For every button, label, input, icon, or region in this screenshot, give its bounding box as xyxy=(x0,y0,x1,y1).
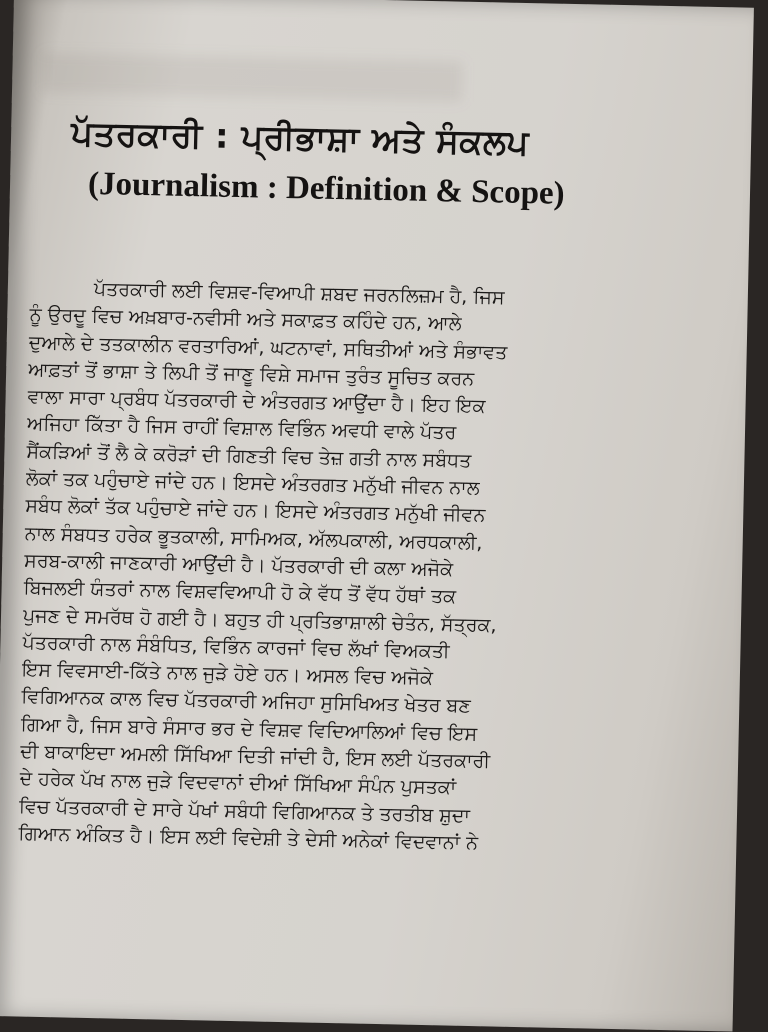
text-line: ਪੱਤਰਕਾਰੀ ਲਈ ਵਿਸ਼ਵ-ਵਿਆਪੀ ਸ਼ਬਦ ਜਰਨਲਿਜ਼ਮ ਹੈ, ਜਿਸ xyxy=(93,277,505,309)
text-line: ਵਿਚ ਪੱਤਰਕਾਰੀ ਦੇ ਸਾਰੇ ਪੱਖਾਂ ਸਬੰਧੀ ਵਿਗਿਆਨਕ ਤੇ ਤਰਤੀਬ ਸ਼ੁਦਾ xyxy=(18,795,471,827)
chapter-title-punjabi: ਪੱਤਰਕਾਰੀ : ਪ੍ਰੀਭਾਸ਼ਾ ਅਤੇ ਸੰਕਲਪ xyxy=(70,113,530,164)
text-line: ਸੈਂਕੜਿਆਂ ਤੋਂ ਲੈ ਕੇ ਕਰੋੜਾਂ ਦੀ ਗਿਣਤੀ ਵਿਚ ਤੇਜ਼ ਗਤੀ ਨਾਲ ਸਬੰਧਤ xyxy=(26,440,472,472)
text-line: ਅਜਿਹਾ ਕਿੱਤਾ ਹੈ ਜਿਸ ਰਾਹੀਂ ਵਿਸ਼ਾਲ ਵਿਭਿੰਨ ਅਵਧੀ ਵਾਲੇ ਪੱਤਰ xyxy=(26,413,457,445)
text-line: ਲੋਕਾਂ ਤਕ ਪਹੁੰਚਾਏ ਜਾਂਦੇ ਹਨ। ਇਸਦੇ ਅੰਤਰਗਤ ਮਨੁੱਖੀ ਜੀਵਨ ਨਾਲ xyxy=(25,467,480,500)
text-line: ਸਰਬ-ਕਾਲੀ ਜਾਣਕਾਰੀ ਆਉਂਦੀ ਹੈ। ਪੱਤਰਕਾਰੀ ਦੀ ਕਲਾ ਅਜੋਕੇ xyxy=(23,549,454,581)
show-through-text xyxy=(42,53,463,102)
text-line: ਆਫ਼ਤਾਂ ਤੋਂ ਭਾਸ਼ਾ ਤੇ ਲਿਪੀ ਤੋਂ ਜਾਣੂ ਵਿਸ਼ੇ ਸਮਾਜ ਤੁਰੰਤ ਸੂਚਿਤ ਕਰਨ xyxy=(27,358,475,390)
text-line: ਵਾਲਾ ਸਾਰਾ ਪ੍ਰਬੰਧ ਪੱਤਰਕਾਰੀ ਦੇ ਅੰਤਰਗਤ ਆਉਂਦਾ ਹੈ। ਇਹ ਇਕ xyxy=(27,385,486,418)
text-line: ਗਿਆਨ ਅੰਕਿਤ ਹੈ। ਇਸ ਲਈ ਵਿਦੇਸ਼ੀ ਤੇ ਦੇਸੀ ਅਨੇਕਾਂ ਵਿਦਵਾਨਾਂ ਨੇ xyxy=(18,822,479,855)
text-line: ਇਸ ਵਿਵਸਾਈ-ਕਿੱਤੇ ਨਾਲ ਜੁੜੇ ਹੋਏ ਹਨ। ਅਸਲ ਵਿਚ ਅਜੋਕੇ xyxy=(21,658,434,690)
body-text xyxy=(18,275,730,863)
text-line: ਦੁਆਲੇ ਦੇ ਤਤਕਾਲੀਨ ਵਰਤਾਰਿਆਂ, ਘਟਨਾਵਾਂ, ਸਥਿਤੀਆਂ ਅਤੇ ਸੰਭਾਵਤ xyxy=(28,331,508,364)
text-line: ਨਾਲ ਸੰਬਧਤ ਹਰੇਕ ਭੂਤਕਾਲੀ, ਸਾਮਿਅਕ, ਅੱਲਪਕਾਲੀ, ਅਰਧਕਾਲੀ, xyxy=(24,522,483,554)
chapter-title-english: (Journalism : Definition & Scope) xyxy=(87,165,566,212)
text-line: ਵਿਗਿਆਨਕ ਕਾਲ ਵਿਚ ਪੱਤਰਕਾਰੀ ਅਜਿਹਾ ਸੁਸਿਖਿਅਤ ਖੇਤਰ ਬਣ xyxy=(21,686,472,718)
text-line: ਸਬੰਧ ਲੋਕਾਂ ਤੱਕ ਪਹੁੰਚਾਏ ਜਾਂਦੇ ਹਨ। ਇਸਦੇ ਅੰਤਰਗਤ ਮਨੁੱਖੀ ਜੀਵਨ xyxy=(25,494,486,527)
text-line: ਪੱਤਰਕਾਰੀ ਨਾਲ ਸੰਬੰਧਿਤ, ਵਿਭਿੰਨ ਕਾਰਜਾਂ ਵਿਚ ਲੱਖਾਂ ਵਿਅਕਤੀ xyxy=(22,631,450,663)
text-line: ਪੁਜਣ ਦੇ ਸਮਰੱਥ ਹੋ ਗਈ ਹੈ। ਬਹੁਤ ਹੀ ਪ੍ਰਤਿਭਾਸ਼ਾਲੀ ਚੇਤੰਨ, ਸੱਤ੍ਰਕ, xyxy=(22,604,497,637)
text-line: ਬਿਜਲਈ ਯੰਤਰਾਂ ਨਾਲ ਵਿਸ਼ਵਵਿਆਪੀ ਹੋ ਕੇ ਵੱਧ ਤੋਂ ਵੱਧ ਹੱਥਾਂ ਤਕ xyxy=(23,576,457,608)
text-line: ਦੇ ਹਰੇਕ ਪੱਖ ਨਾਲ ਜੁੜੇ ਵਿਦਵਾਨਾਂ ਦੀਆਂ ਸਿੱਖਿਆ ਸੰਪੰਨ ਪੁਸਤਕਾਂ xyxy=(19,767,457,800)
text-line: ਨੂੰ ਉਰਦੂ ਵਿਚ ਅਖ਼ਬਾਰ-ਨਵੀਸੀ ਅਤੇ ਸਕਾਫ਼ਤ ਕਹਿੰਦੇ ਹਨ, ਆਲੇ xyxy=(29,303,462,335)
text-line: ਗਿਆ ਹੈ, ਜਿਸ ਬਾਰੇ ਸੰਸਾਰ ਭਰ ਦੇ ਵਿਸ਼ਵ ਵਿਦਿਆਲਿਆਂ ਵਿਚ ਇਸ xyxy=(20,713,478,745)
text-line: ਦੀ ਬਾਕਾਇਦਾ ਅਮਲੀ ਸਿੱਖਿਆ ਦਿਤੀ ਜਾਂਦੀ ਹੈ, ਇਸ ਲਈ ਪੱਤਰਕਾਰੀ xyxy=(19,740,491,773)
